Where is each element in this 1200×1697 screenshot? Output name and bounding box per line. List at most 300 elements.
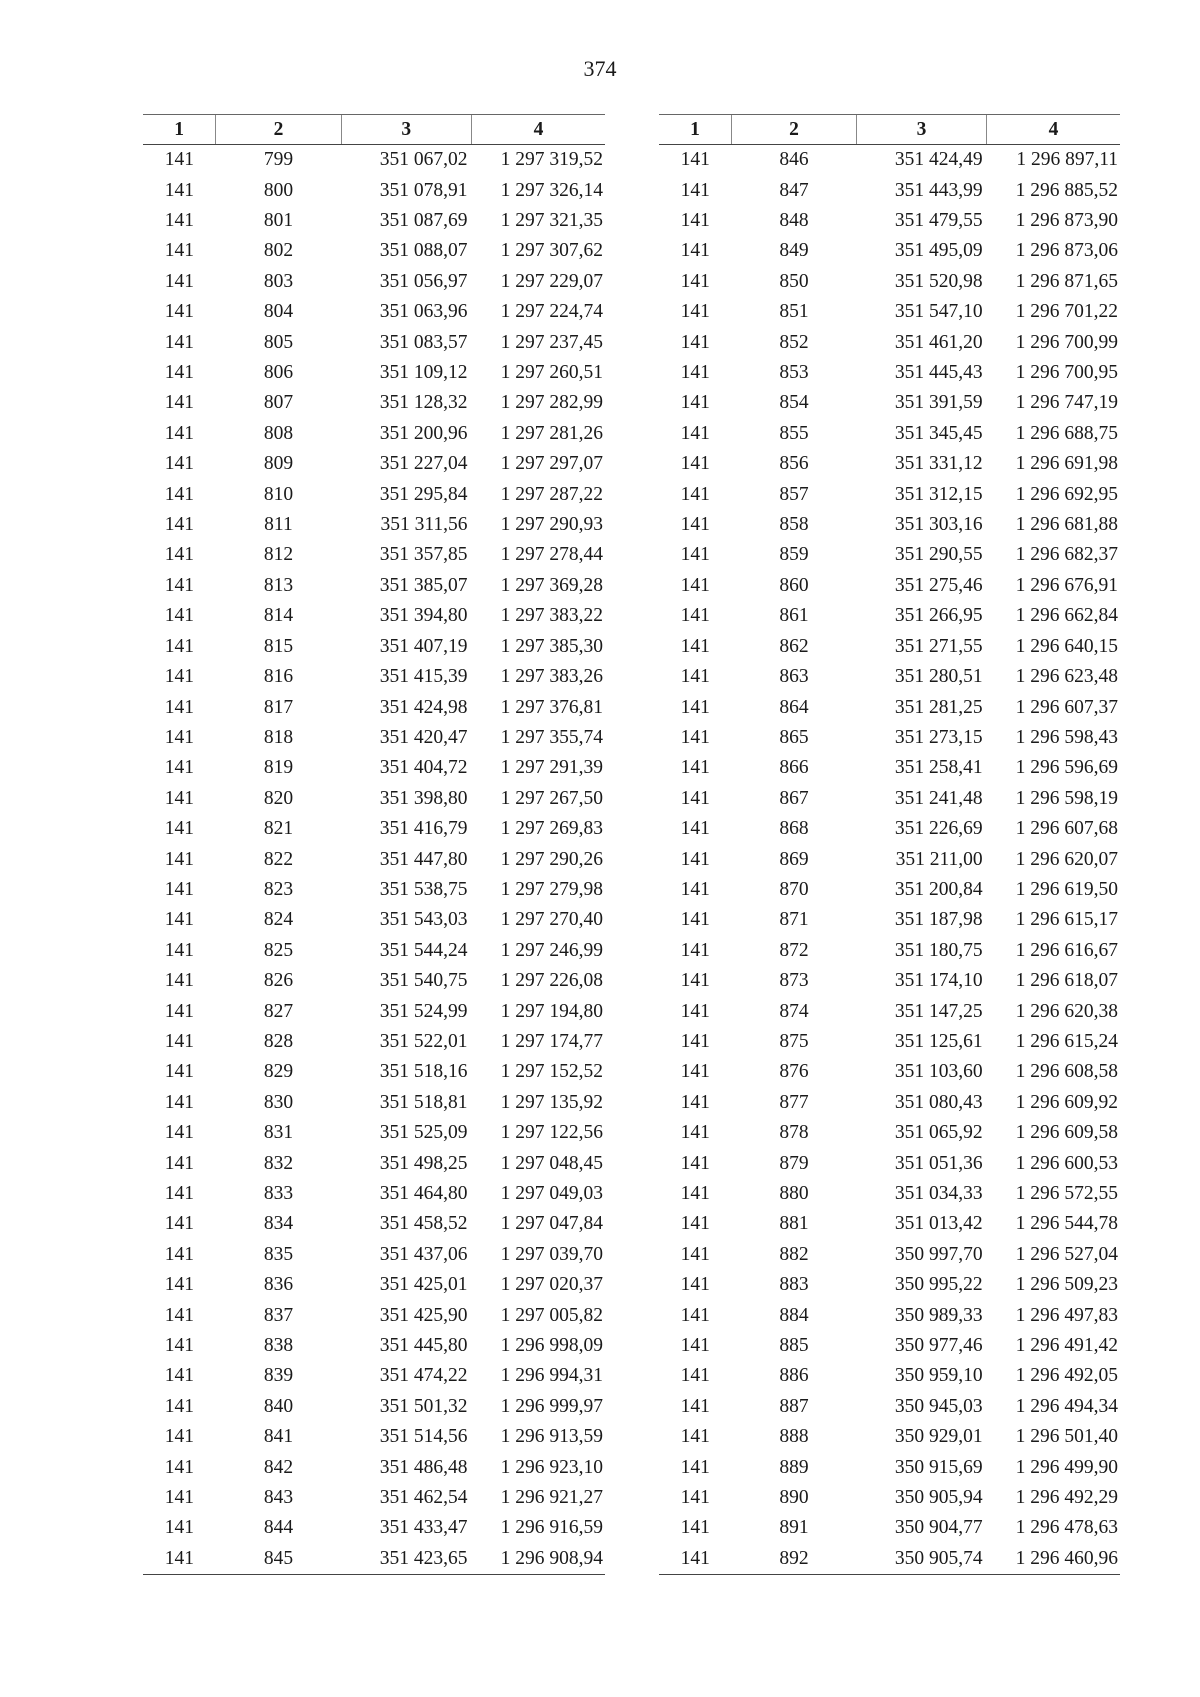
cell-contour: 141 bbox=[164, 1061, 194, 1083]
cell-x-coordinate: 351 187,98 bbox=[894, 909, 983, 931]
cell-contour: 141 bbox=[680, 605, 710, 627]
cell-y-coordinate: 1 296 873,90 bbox=[1015, 210, 1118, 232]
cell-x-coordinate: 351 128,32 bbox=[379, 392, 468, 414]
cell-x-coordinate: 351 180,75 bbox=[894, 939, 983, 961]
cell-contour: 141 bbox=[164, 301, 194, 323]
cell-x-coordinate: 350 904,77 bbox=[894, 1517, 983, 1539]
column-header: 2 bbox=[216, 115, 341, 145]
cell-x-coordinate: 351 295,84 bbox=[379, 483, 468, 505]
cell-x-coordinate: 351 522,01 bbox=[379, 1030, 468, 1052]
cell-contour: 141 bbox=[164, 270, 194, 292]
table-row bbox=[143, 1057, 605, 1087]
cell-contour: 141 bbox=[680, 514, 710, 536]
cell-contour: 141 bbox=[164, 787, 194, 809]
cell-y-coordinate: 1 297 020,37 bbox=[500, 1274, 603, 1296]
cell-point-number: 840 bbox=[263, 1395, 294, 1417]
table-row bbox=[143, 1331, 605, 1361]
cell-contour: 141 bbox=[164, 1274, 194, 1296]
cell-y-coordinate: 1 297 291,39 bbox=[500, 757, 603, 779]
table-header-row bbox=[659, 115, 1120, 145]
cell-point-number: 831 bbox=[263, 1122, 294, 1144]
cell-contour: 141 bbox=[680, 1365, 710, 1387]
cell-x-coordinate: 351 518,16 bbox=[379, 1061, 468, 1083]
cell-point-number: 838 bbox=[263, 1335, 294, 1357]
table-row bbox=[143, 327, 605, 357]
cell-contour: 141 bbox=[680, 1213, 710, 1235]
cell-point-number: 820 bbox=[263, 787, 294, 809]
cell-y-coordinate: 1 296 747,19 bbox=[1015, 392, 1118, 414]
cell-y-coordinate: 1 296 596,69 bbox=[1015, 757, 1118, 779]
cell-y-coordinate: 1 296 873,06 bbox=[1015, 240, 1118, 262]
cell-point-number: 809 bbox=[263, 453, 294, 475]
cell-contour: 141 bbox=[164, 240, 194, 262]
cell-y-coordinate: 1 296 662,84 bbox=[1015, 605, 1118, 627]
cell-x-coordinate: 351 125,61 bbox=[894, 1030, 983, 1052]
cell-contour: 141 bbox=[680, 210, 710, 232]
table-row bbox=[143, 905, 605, 935]
cell-point-number: 856 bbox=[779, 453, 809, 475]
cell-y-coordinate: 1 296 688,75 bbox=[1015, 422, 1118, 444]
cell-contour: 141 bbox=[164, 453, 194, 475]
table-row bbox=[659, 145, 1120, 176]
table-row bbox=[659, 571, 1120, 601]
cell-contour: 141 bbox=[164, 422, 194, 444]
cell-point-number: 886 bbox=[779, 1365, 809, 1387]
cell-contour: 141 bbox=[680, 1304, 710, 1326]
table-row bbox=[143, 936, 605, 966]
cell-x-coordinate: 351 211,00 bbox=[895, 848, 983, 870]
cell-x-coordinate: 351 415,39 bbox=[379, 666, 468, 688]
cell-y-coordinate: 1 296 897,11 bbox=[1016, 149, 1118, 171]
cell-x-coordinate: 351 065,92 bbox=[894, 1122, 983, 1144]
table-row bbox=[659, 1392, 1120, 1422]
cell-y-coordinate: 1 296 620,07 bbox=[1015, 848, 1118, 870]
cell-contour: 141 bbox=[680, 270, 710, 292]
cell-x-coordinate: 351 056,97 bbox=[379, 270, 468, 292]
cell-contour: 141 bbox=[164, 970, 194, 992]
cell-contour: 141 bbox=[680, 1274, 710, 1296]
cell-point-number: 889 bbox=[779, 1456, 809, 1478]
cell-point-number: 822 bbox=[263, 848, 294, 870]
cell-x-coordinate: 351 437,06 bbox=[379, 1243, 468, 1265]
table-row bbox=[143, 1452, 605, 1482]
cell-contour: 141 bbox=[164, 605, 194, 627]
cell-contour: 141 bbox=[164, 483, 194, 505]
cell-y-coordinate: 1 297 237,45 bbox=[500, 331, 603, 353]
cell-y-coordinate: 1 297 290,26 bbox=[500, 848, 603, 870]
table-row bbox=[659, 692, 1120, 722]
cell-y-coordinate: 1 297 297,07 bbox=[500, 453, 603, 475]
cell-y-coordinate: 1 296 994,31 bbox=[500, 1365, 603, 1387]
table-row bbox=[143, 1422, 605, 1452]
cell-x-coordinate: 351 241,48 bbox=[894, 787, 983, 809]
cell-y-coordinate: 1 296 501,40 bbox=[1015, 1426, 1118, 1448]
cell-y-coordinate: 1 297 385,30 bbox=[500, 635, 603, 657]
cell-point-number: 882 bbox=[779, 1243, 809, 1265]
cell-contour: 141 bbox=[164, 1335, 194, 1357]
cell-x-coordinate: 350 915,69 bbox=[894, 1456, 983, 1478]
cell-point-number: 884 bbox=[779, 1304, 809, 1326]
cell-contour: 141 bbox=[164, 1304, 194, 1326]
cell-y-coordinate: 1 297 049,03 bbox=[500, 1183, 603, 1205]
cell-point-number: 813 bbox=[263, 574, 294, 596]
cell-x-coordinate: 351 109,12 bbox=[379, 362, 468, 384]
cell-y-coordinate: 1 296 615,17 bbox=[1015, 909, 1118, 931]
cell-point-number: 871 bbox=[779, 909, 809, 931]
table-row bbox=[143, 1027, 605, 1057]
cell-point-number: 824 bbox=[263, 909, 294, 931]
cell-y-coordinate: 1 296 607,37 bbox=[1015, 696, 1118, 718]
cell-x-coordinate: 351 034,33 bbox=[894, 1183, 983, 1205]
cell-point-number: 827 bbox=[263, 1000, 294, 1022]
cell-x-coordinate: 351 290,55 bbox=[894, 544, 983, 566]
cell-point-number: 812 bbox=[263, 544, 294, 566]
table-row bbox=[659, 1057, 1120, 1087]
cell-point-number: 860 bbox=[779, 574, 809, 596]
cell-x-coordinate: 351 544,24 bbox=[379, 939, 468, 961]
cell-x-coordinate: 351 280,51 bbox=[894, 666, 983, 688]
cell-y-coordinate: 1 297 122,56 bbox=[500, 1122, 603, 1144]
cell-contour: 141 bbox=[680, 544, 710, 566]
table-row bbox=[143, 1392, 605, 1422]
cell-y-coordinate: 1 297 039,70 bbox=[500, 1243, 603, 1265]
cell-y-coordinate: 1 296 640,15 bbox=[1015, 635, 1118, 657]
cell-point-number: 872 bbox=[779, 939, 809, 961]
cell-point-number: 874 bbox=[779, 1000, 809, 1022]
cell-x-coordinate: 351 443,99 bbox=[894, 179, 983, 201]
cell-point-number: 804 bbox=[263, 301, 294, 323]
cell-contour: 141 bbox=[680, 1517, 710, 1539]
cell-point-number: 859 bbox=[779, 544, 809, 566]
cell-y-coordinate: 1 296 676,91 bbox=[1015, 574, 1118, 596]
cell-y-coordinate: 1 297 326,14 bbox=[500, 179, 603, 201]
table-row bbox=[659, 388, 1120, 418]
cell-contour: 141 bbox=[680, 909, 710, 931]
cell-x-coordinate: 350 989,33 bbox=[894, 1304, 983, 1326]
cell-y-coordinate: 1 296 701,22 bbox=[1015, 301, 1118, 323]
cell-contour: 141 bbox=[680, 1061, 710, 1083]
cell-y-coordinate: 1 296 620,38 bbox=[1015, 1000, 1118, 1022]
cell-x-coordinate: 351 407,19 bbox=[379, 635, 468, 657]
table-row bbox=[659, 1544, 1120, 1575]
cell-y-coordinate: 1 297 229,07 bbox=[500, 270, 603, 292]
cell-y-coordinate: 1 296 681,88 bbox=[1015, 514, 1118, 536]
table-row bbox=[659, 1118, 1120, 1148]
cell-point-number: 877 bbox=[779, 1091, 809, 1113]
cell-x-coordinate: 351 312,15 bbox=[894, 483, 983, 505]
cell-point-number: 890 bbox=[779, 1487, 809, 1509]
cell-x-coordinate: 351 445,43 bbox=[894, 362, 983, 384]
cell-y-coordinate: 1 297 369,28 bbox=[500, 574, 603, 596]
table-row bbox=[659, 297, 1120, 327]
cell-x-coordinate: 351 525,09 bbox=[379, 1122, 468, 1144]
cell-contour: 141 bbox=[680, 848, 710, 870]
table-row bbox=[143, 1148, 605, 1178]
cell-x-coordinate: 351 357,85 bbox=[379, 544, 468, 566]
cell-contour: 141 bbox=[680, 149, 710, 171]
cell-x-coordinate: 351 311,56 bbox=[380, 514, 468, 536]
cell-y-coordinate: 1 296 608,58 bbox=[1015, 1061, 1118, 1083]
cell-x-coordinate: 351 486,48 bbox=[379, 1456, 468, 1478]
cell-contour: 141 bbox=[164, 878, 194, 900]
cell-contour: 141 bbox=[164, 818, 194, 840]
cell-x-coordinate: 351 258,41 bbox=[894, 757, 983, 779]
cell-x-coordinate: 351 303,16 bbox=[894, 514, 983, 536]
table-row bbox=[659, 1240, 1120, 1270]
table-row bbox=[659, 1300, 1120, 1330]
cell-contour: 141 bbox=[164, 514, 194, 536]
cell-x-coordinate: 350 995,22 bbox=[894, 1274, 983, 1296]
cell-point-number: 854 bbox=[779, 392, 809, 414]
cell-point-number: 802 bbox=[263, 240, 294, 262]
cell-point-number: 799 bbox=[263, 149, 294, 171]
cell-contour: 141 bbox=[164, 574, 194, 596]
cell-y-coordinate: 1 297 269,83 bbox=[500, 818, 603, 840]
cell-contour: 141 bbox=[164, 392, 194, 414]
cell-point-number: 866 bbox=[779, 757, 809, 779]
cell-x-coordinate: 350 905,74 bbox=[856, 1544, 986, 1575]
cell-y-coordinate: 1 296 609,58 bbox=[1015, 1122, 1118, 1144]
table-row bbox=[143, 479, 605, 509]
table-row bbox=[659, 206, 1120, 236]
cell-point-number: 867 bbox=[779, 787, 809, 809]
cell-contour: 141 bbox=[164, 1243, 194, 1265]
table-row bbox=[143, 358, 605, 388]
cell-contour: 141 bbox=[680, 453, 710, 475]
table-row bbox=[659, 1209, 1120, 1239]
column-header: 3 bbox=[856, 115, 986, 145]
cell-y-coordinate: 1 296 700,95 bbox=[1015, 362, 1118, 384]
cell-y-coordinate: 1 297 246,99 bbox=[500, 939, 603, 961]
coordinates-table-right bbox=[659, 114, 1120, 1575]
cell-contour: 141 bbox=[164, 1456, 194, 1478]
table-row bbox=[143, 1209, 605, 1239]
cell-point-number: 801 bbox=[263, 210, 294, 232]
cell-y-coordinate: 1 296 916,59 bbox=[500, 1517, 603, 1539]
table-row bbox=[143, 1088, 605, 1118]
cell-contour: 141 bbox=[680, 1152, 710, 1174]
cell-point-number: 857 bbox=[779, 483, 809, 505]
cell-x-coordinate: 351 474,22 bbox=[379, 1365, 468, 1387]
column-header: 2 bbox=[732, 115, 857, 145]
cell-y-coordinate: 1 296 491,42 bbox=[1015, 1335, 1118, 1357]
cell-point-number: 855 bbox=[779, 422, 809, 444]
cell-contour: 141 bbox=[680, 301, 710, 323]
table-row bbox=[143, 297, 605, 327]
cell-y-coordinate: 1 297 383,26 bbox=[500, 666, 603, 688]
cell-contour: 141 bbox=[164, 1183, 194, 1205]
cell-x-coordinate: 351 424,98 bbox=[379, 696, 468, 718]
cell-contour: 141 bbox=[164, 1091, 194, 1113]
cell-y-coordinate: 1 297 174,77 bbox=[500, 1030, 603, 1052]
cell-y-coordinate: 1 296 492,29 bbox=[1015, 1487, 1118, 1509]
cell-point-number: 881 bbox=[779, 1213, 809, 1235]
cell-point-number: 849 bbox=[779, 240, 809, 262]
cell-contour: 141 bbox=[164, 179, 194, 201]
table-row bbox=[143, 145, 605, 176]
cell-y-coordinate: 1 296 478,63 bbox=[1015, 1517, 1118, 1539]
cell-contour: 141 bbox=[680, 878, 710, 900]
cell-y-coordinate: 1 297 194,80 bbox=[500, 1000, 603, 1022]
cell-contour: 141 bbox=[164, 331, 194, 353]
table-row bbox=[659, 875, 1120, 905]
table-row bbox=[143, 419, 605, 449]
table-row bbox=[659, 449, 1120, 479]
cell-point-number: 880 bbox=[779, 1183, 809, 1205]
cell-x-coordinate: 351 088,07 bbox=[379, 240, 468, 262]
cell-contour: 141 bbox=[680, 787, 710, 809]
table-row bbox=[143, 236, 605, 266]
cell-y-coordinate: 1 297 279,98 bbox=[500, 878, 603, 900]
cell-y-coordinate: 1 296 700,99 bbox=[1015, 331, 1118, 353]
table-row bbox=[143, 875, 605, 905]
table-row bbox=[659, 996, 1120, 1026]
cell-point-number: 830 bbox=[263, 1091, 294, 1113]
cell-contour: 141 bbox=[164, 635, 194, 657]
cell-y-coordinate: 1 296 999,97 bbox=[500, 1395, 603, 1417]
table-row bbox=[143, 388, 605, 418]
cell-x-coordinate: 351 398,80 bbox=[379, 787, 468, 809]
table-row bbox=[143, 571, 605, 601]
table-row bbox=[659, 236, 1120, 266]
cell-x-coordinate: 351 447,80 bbox=[379, 848, 468, 870]
cell-x-coordinate: 351 518,81 bbox=[379, 1091, 468, 1113]
table-row bbox=[659, 1088, 1120, 1118]
table-row bbox=[659, 479, 1120, 509]
cell-contour: 141 bbox=[680, 362, 710, 384]
cell-x-coordinate: 351 524,99 bbox=[379, 1000, 468, 1022]
table-row bbox=[659, 784, 1120, 814]
cell-point-number: 845 bbox=[216, 1544, 341, 1575]
table-row bbox=[143, 1270, 605, 1300]
cell-point-number: 832 bbox=[263, 1152, 294, 1174]
cell-point-number: 833 bbox=[263, 1183, 294, 1205]
cell-y-coordinate: 1 296 921,27 bbox=[500, 1487, 603, 1509]
cell-contour: 141 bbox=[164, 757, 194, 779]
cell-x-coordinate: 351 540,75 bbox=[379, 970, 468, 992]
cell-y-coordinate: 1 296 692,95 bbox=[1015, 483, 1118, 505]
column-header: 1 bbox=[659, 115, 732, 145]
cell-x-coordinate: 351 424,49 bbox=[894, 149, 983, 171]
cell-point-number: 847 bbox=[779, 179, 809, 201]
coordinates-table-left bbox=[143, 114, 605, 1575]
cell-y-coordinate: 1 296 494,34 bbox=[1015, 1395, 1118, 1417]
cell-x-coordinate: 350 929,01 bbox=[894, 1426, 983, 1448]
cell-contour: 141 bbox=[659, 1544, 732, 1575]
cell-point-number: 851 bbox=[779, 301, 809, 323]
cell-x-coordinate: 351 385,07 bbox=[379, 574, 468, 596]
cell-y-coordinate: 1 297 278,44 bbox=[500, 544, 603, 566]
cell-contour: 141 bbox=[164, 544, 194, 566]
cell-contour: 141 bbox=[164, 1152, 194, 1174]
table-row bbox=[143, 1300, 605, 1330]
cell-point-number: 826 bbox=[263, 970, 294, 992]
cell-contour: 141 bbox=[164, 1487, 194, 1509]
cell-x-coordinate: 351 051,36 bbox=[894, 1152, 983, 1174]
cell-x-coordinate: 351 404,72 bbox=[379, 757, 468, 779]
cell-y-coordinate: 1 296 616,67 bbox=[1015, 939, 1118, 961]
table-row bbox=[143, 1513, 605, 1543]
table-row bbox=[659, 175, 1120, 205]
cell-point-number: 811 bbox=[264, 514, 293, 536]
cell-x-coordinate: 351 275,46 bbox=[894, 574, 983, 596]
cell-x-coordinate: 351 227,04 bbox=[379, 453, 468, 475]
cell-y-coordinate: 1 296 497,83 bbox=[1015, 1304, 1118, 1326]
cell-contour: 141 bbox=[680, 726, 710, 748]
cell-y-coordinate: 1 297 290,93 bbox=[500, 514, 603, 536]
cell-y-coordinate: 1 297 319,52 bbox=[500, 149, 603, 171]
cell-y-coordinate: 1 296 619,50 bbox=[1015, 878, 1118, 900]
cell-point-number: 864 bbox=[779, 696, 809, 718]
table-row bbox=[143, 662, 605, 692]
cell-point-number: 828 bbox=[263, 1030, 294, 1052]
cell-contour: 141 bbox=[680, 939, 710, 961]
cell-point-number: 876 bbox=[779, 1061, 809, 1083]
cell-x-coordinate: 351 458,52 bbox=[379, 1213, 468, 1235]
column-header: 4 bbox=[987, 115, 1120, 145]
cell-y-coordinate: 1 297 267,50 bbox=[500, 787, 603, 809]
table-row bbox=[143, 996, 605, 1026]
cell-y-coordinate: 1 296 885,52 bbox=[1015, 179, 1118, 201]
table-row bbox=[143, 753, 605, 783]
cell-y-coordinate: 1 296 460,96 bbox=[987, 1544, 1120, 1575]
cell-y-coordinate: 1 297 307,62 bbox=[500, 240, 603, 262]
cell-point-number: 810 bbox=[263, 483, 294, 505]
cell-point-number: 873 bbox=[779, 970, 809, 992]
table-row bbox=[143, 784, 605, 814]
cell-x-coordinate: 351 174,10 bbox=[894, 970, 983, 992]
cell-point-number: 875 bbox=[779, 1030, 809, 1052]
column-header: 4 bbox=[471, 115, 605, 145]
table-row bbox=[143, 723, 605, 753]
cell-point-number: 870 bbox=[779, 878, 809, 900]
cell-x-coordinate: 351 416,79 bbox=[379, 818, 468, 840]
table-row bbox=[659, 844, 1120, 874]
cell-point-number: 815 bbox=[263, 635, 294, 657]
cell-contour: 141 bbox=[164, 1395, 194, 1417]
cell-contour: 141 bbox=[680, 666, 710, 688]
cell-y-coordinate: 1 296 623,48 bbox=[1015, 666, 1118, 688]
cell-contour: 141 bbox=[164, 362, 194, 384]
table-row bbox=[143, 844, 605, 874]
table-row bbox=[143, 814, 605, 844]
cell-x-coordinate: 351 103,60 bbox=[894, 1061, 983, 1083]
table-row bbox=[143, 966, 605, 996]
cell-point-number: 848 bbox=[779, 210, 809, 232]
table-row bbox=[659, 936, 1120, 966]
cell-contour: 141 bbox=[680, 818, 710, 840]
cell-point-number: 819 bbox=[263, 757, 294, 779]
cell-point-number: 888 bbox=[779, 1426, 809, 1448]
cell-contour: 141 bbox=[680, 757, 710, 779]
cell-contour: 141 bbox=[680, 970, 710, 992]
table-row bbox=[143, 692, 605, 722]
cell-contour: 141 bbox=[164, 149, 194, 171]
cell-point-number: 863 bbox=[779, 666, 809, 688]
cell-contour: 141 bbox=[164, 726, 194, 748]
cell-x-coordinate: 350 959,10 bbox=[894, 1365, 983, 1387]
cell-y-coordinate: 1 297 383,22 bbox=[500, 605, 603, 627]
cell-y-coordinate: 1 297 282,99 bbox=[500, 392, 603, 414]
cell-y-coordinate: 1 296 609,92 bbox=[1015, 1091, 1118, 1113]
cell-point-number: 852 bbox=[779, 331, 809, 353]
cell-y-coordinate: 1 296 908,94 bbox=[471, 1544, 605, 1575]
table-row bbox=[143, 510, 605, 540]
cell-y-coordinate: 1 297 355,74 bbox=[500, 726, 603, 748]
cell-y-coordinate: 1 297 047,84 bbox=[500, 1213, 603, 1235]
table-row bbox=[143, 1240, 605, 1270]
cell-contour: 141 bbox=[680, 1335, 710, 1357]
